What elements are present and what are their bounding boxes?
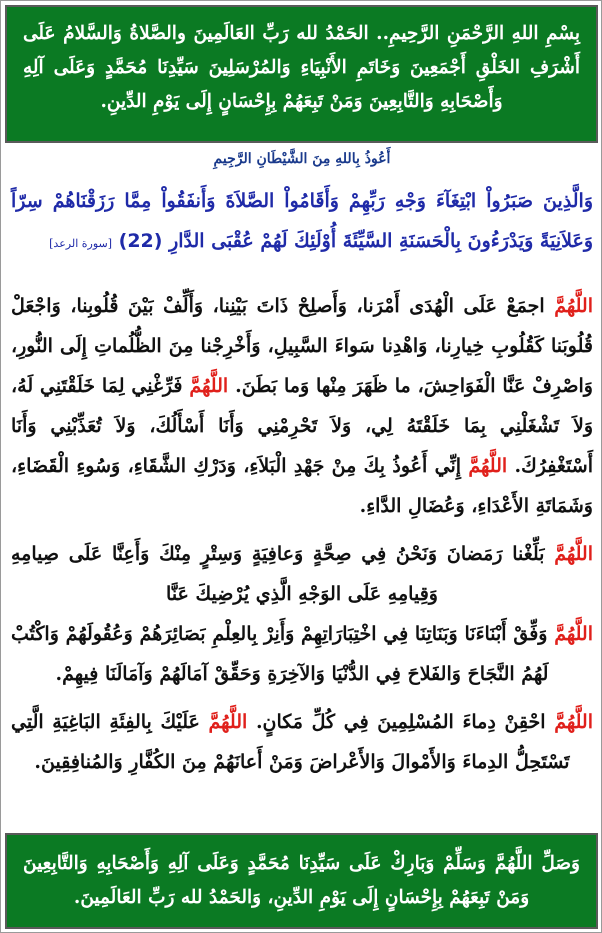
opening-banner (5, 5, 598, 143)
quran-verse (11, 181, 593, 264)
allahumma-word: اللَّهُمَّ (554, 295, 593, 317)
dua-text: فَرِّغْنِي لِمَا خَلَقْتَنِي لَهُ، وَلاَ تَشْغَلْنِي بِمَا خَلَقْتَهُ لِي، وَلاَ تَحْرِمْنِي وَأَنَا أَسْأَلُكَ، وَلاَ تُعَذِّبْنِي وَأَنَا أَسْتَغْفِرُكَ. (11, 375, 593, 477)
closing-banner (5, 833, 598, 929)
surah-reference: [سورة الرعد] (49, 237, 113, 250)
closing-text: وَصَلِّ اللَّهُمَّ وَسَلِّمْ وَبَارِكْ عَلَى سَيِّدِنَا مُحَمَّدٍ وَعَلَى آلِهِ وَأَصْحَابِهِ وَالتَّابِعِينَ وَمَنْ تَبِعَهُمْ بِإِحْسَانٍ إِلَى يَوْمِ الدِّينِ، وَالحَمْدُ لله رَبِّ العَالَمِينَ. (23, 853, 580, 908)
opening-text: بِسْمِ اللهِ الرَّحْمَنِ الرَّحِيمِ.. الحَمْدُ لله رَبِّ العَالَمِينَ والصَّلاةُ وَالسَّلامُ عَلَى أَشْرَفِ الخَلْقِ أَجْمَعِينَ وَخَاتَمِ الأَنْبِيَاءِ وَالمُرْسَلِينَ سَيِّدِنَا مُحَمَّدٍ وَعَلَى آلِهِ وَأَصْحَابِهِ وَالتَّابِعِينَ وَمَنْ تَبِعَهُمْ بِإِحْسَانٍ إِلَى يَوْمِ الدِّينِ. (23, 23, 580, 112)
taawudh-line: أَعُوذُ بِاللهِ مِنَ الشَّيْطَانِ الرَّجِيمِ (213, 151, 391, 167)
dua-text: عَلَيْكَ بِالفِئَةِ البَاغِيَةِ الَّتِي تَسْتَحِلُّ الدِماءَ وَالأَمْوالَ وَالأَعْراضَ وَمَنْ أَعانَهُمْ مِنَ الكُفَّارِ وَالمُنافِقِينَ. (11, 711, 570, 773)
verse-number: (22) (118, 230, 163, 252)
dua-paragraph-3 (11, 614, 593, 694)
allahumma-word: اللَّهُمَّ (208, 711, 248, 733)
allahumma-word: اللَّهُمَّ (468, 455, 508, 477)
dua-text: اجمَعْ عَلَى الْهُدَى أَمْرَنا، وَأَصلِحْ ذَاتَ بَيْنِنا، وَأَلِّفْ بَيْنَ قُلُوبِنا، وَاجْعَلْ قُلُوبَنا كَقُلُوبِ خِيارِنا، وَاهْدِنا سَواءَ السَّبِيلِ، وَأَخْرِجْنا مِنَ الظُّلُماتِ إِلَى النُّورِ، وَاصْرِفْ عَنَّا الْفَوَاحِشَ، ما ظَهَرَ مِنْها وَما بَطَنَ. (11, 295, 593, 397)
dua-paragraph-2 (11, 534, 593, 614)
allahumma-word: اللَّهُمَّ (554, 711, 593, 733)
dua-text: بَلِّغْنا رَمَضانَ وَنَحْنُ فِي صِحَّةٍ وَعافِيَةٍ وَسِتْرٍ مِنْكَ وَأَعِنَّا عَلَى صِيامِهِ وَقِيامِهِ عَلَى الوَجْهِ الَّذِي يُرْضِيكَ عَنَّا (11, 543, 555, 605)
allahumma-word: اللَّهُمَّ (189, 375, 229, 397)
supplications (11, 286, 593, 782)
dua-paragraph-4 (11, 702, 593, 782)
allahumma-word: اللَّهُمَّ (554, 623, 593, 645)
verse-text: وَالَّذِينَ صَبَرُواْ ابْتِغَآءَ وَجْهِ رَبِّهِمْ وَأَقَامُواْ الصَّلاَةَ وَأَنفَقُواْ مِمَّا رَزَقْنَاهُمْ سِرّاً وَعَلاَنِيَةً وَيَدْرَءُونَ بِالْحَسَنَةِ السَّيِّئَةَ أُوْلَئِكَ لَهُمْ عُقْبَى الدَّارِ (11, 190, 593, 252)
dua-text: وَفِّقْ أَبْنَاءَنَا وَبَنَاتِنَا فِي اخْتِبَارَاتِهِمْ وَأَنِرْ بِالعِلْمِ بَصَائِرَهُمْ وَعُقُولَهُمْ وَاكْتُبْ لَهُمُ النَّجَاحَ وَالفَلاحَ فِي الدُّنْيَا وَالآخِرَةِ وَحَقِّقْ آمَالَهُمْ وَآمَالَنَا فِيهِمْ. (11, 623, 555, 685)
dua-text: إِنِّي أَعُوذُ بِكَ مِنْ جَهْدِ الْبَلاَءِ، وَدَرْكِ الشَّقَاءِ، وَسُوءِ الْقَضَاءِ، وَشَمَاتَةِ الأَعْدَاءِ، وَعُضَالِ الدَّاءِ. (11, 455, 593, 517)
dua-paragraph-1 (11, 286, 593, 526)
dua-text: احْقِنْ دِماءَ المُسْلِمِينَ فِي كُلِّ مَكانٍ. (247, 711, 555, 733)
allahumma-word: اللَّهُمَّ (554, 543, 593, 565)
